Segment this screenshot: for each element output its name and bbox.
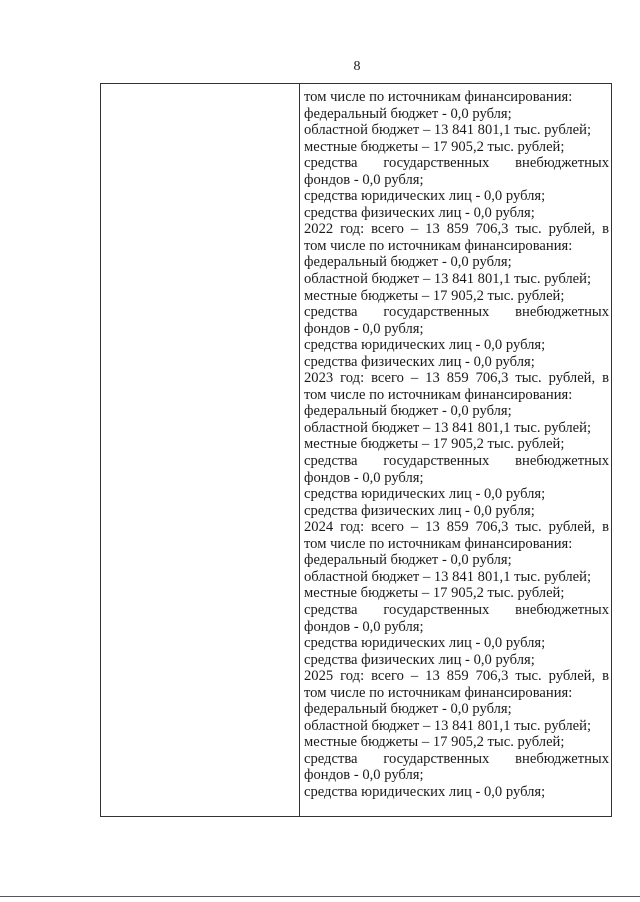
text-line: местные бюджеты – 17 905,2 тыс. рублей;	[304, 585, 565, 602]
text-line: том числе по источникам финансирования:	[304, 386, 573, 403]
text-line: федеральный бюджет - 0,0 рубля;	[304, 403, 512, 420]
text-line: средства юридических лиц - 0,0 рубля;	[304, 783, 546, 800]
text-line: 2023 год: всего – 13 859 706,3 тыс. рублей, в	[304, 370, 609, 387]
text-line: местные бюджеты – 17 905,2 тыс. рублей;	[304, 734, 565, 751]
page-bottom-divider	[0, 896, 640, 897]
text-line: областной бюджет – 13 841 801,1 тыс. рублей;	[304, 568, 592, 585]
text-line: фондов - 0,0 рубля;	[304, 767, 424, 784]
page-number: 8	[353, 59, 361, 74]
text-line: средства государственных внебюджетных	[304, 453, 609, 470]
text-line: фондов - 0,0 рубля;	[304, 618, 424, 635]
table-cell-left	[101, 84, 300, 816]
text-line: местные бюджеты – 17 905,2 тыс. рублей;	[304, 138, 565, 155]
text-line: том числе по источникам финансирования:	[304, 535, 573, 552]
text-line: средства физических лиц - 0,0 рубля;	[304, 353, 535, 370]
text-line: средства государственных внебюджетных	[304, 601, 609, 618]
text-line: 2022 год: всего – 13 859 706,3 тыс. рублей, в	[304, 221, 609, 238]
text-line: областной бюджет – 13 841 801,1 тыс. рублей;	[304, 717, 592, 734]
text-line: том числе по источникам финансирования:	[304, 237, 573, 254]
text-line: областной бюджет – 13 841 801,1 тыс. рублей;	[304, 271, 592, 288]
text-line: федеральный бюджет - 0,0 рубля;	[304, 701, 512, 718]
text-line: местные бюджеты – 17 905,2 тыс. рублей;	[304, 436, 565, 453]
text-line: фондов - 0,0 рубля;	[304, 171, 424, 188]
text-line: средства государственных внебюджетных	[304, 750, 609, 767]
text-line: федеральный бюджет - 0,0 рубля;	[304, 552, 512, 569]
text-line: 2024 год: всего – 13 859 706,3 тыс. рублей, в	[304, 519, 609, 536]
text-line: фондов - 0,0 рубля;	[304, 469, 424, 486]
text-line: федеральный бюджет - 0,0 рубля;	[304, 105, 512, 122]
text-line: том числе по источникам финансирования:	[304, 89, 573, 105]
text-line: средства юридических лиц - 0,0 рубля;	[304, 486, 546, 503]
table-cell-financing-text	[300, 84, 611, 816]
text-line: областной бюджет – 13 841 801,1 тыс. рублей;	[304, 419, 592, 436]
text-line: средства юридических лиц - 0,0 рубля;	[304, 337, 546, 354]
text-line: местные бюджеты – 17 905,2 тыс. рублей;	[304, 287, 565, 304]
text-line: средства государственных внебюджетных	[304, 155, 609, 172]
text-line: средства физических лиц - 0,0 рубля;	[304, 651, 535, 668]
text-line: том числе по источникам финансирования:	[304, 684, 573, 701]
text-line: 2025 год: всего – 13 859 706,3 тыс. рублей, в	[304, 668, 609, 685]
text-line: средства государственных внебюджетных	[304, 304, 609, 321]
text-line: фондов - 0,0 рубля;	[304, 320, 424, 337]
text-line: областной бюджет – 13 841 801,1 тыс. рублей;	[304, 122, 592, 139]
text-line: средства юридических лиц - 0,0 рубля;	[304, 188, 546, 205]
text-line: средства физических лиц - 0,0 рубля;	[304, 204, 535, 221]
text-line: средства юридических лиц - 0,0 рубля;	[304, 635, 546, 652]
text-line: федеральный бюджет - 0,0 рубля;	[304, 254, 512, 271]
text-line: средства физических лиц - 0,0 рубля;	[304, 502, 535, 519]
financing-table	[100, 83, 612, 817]
